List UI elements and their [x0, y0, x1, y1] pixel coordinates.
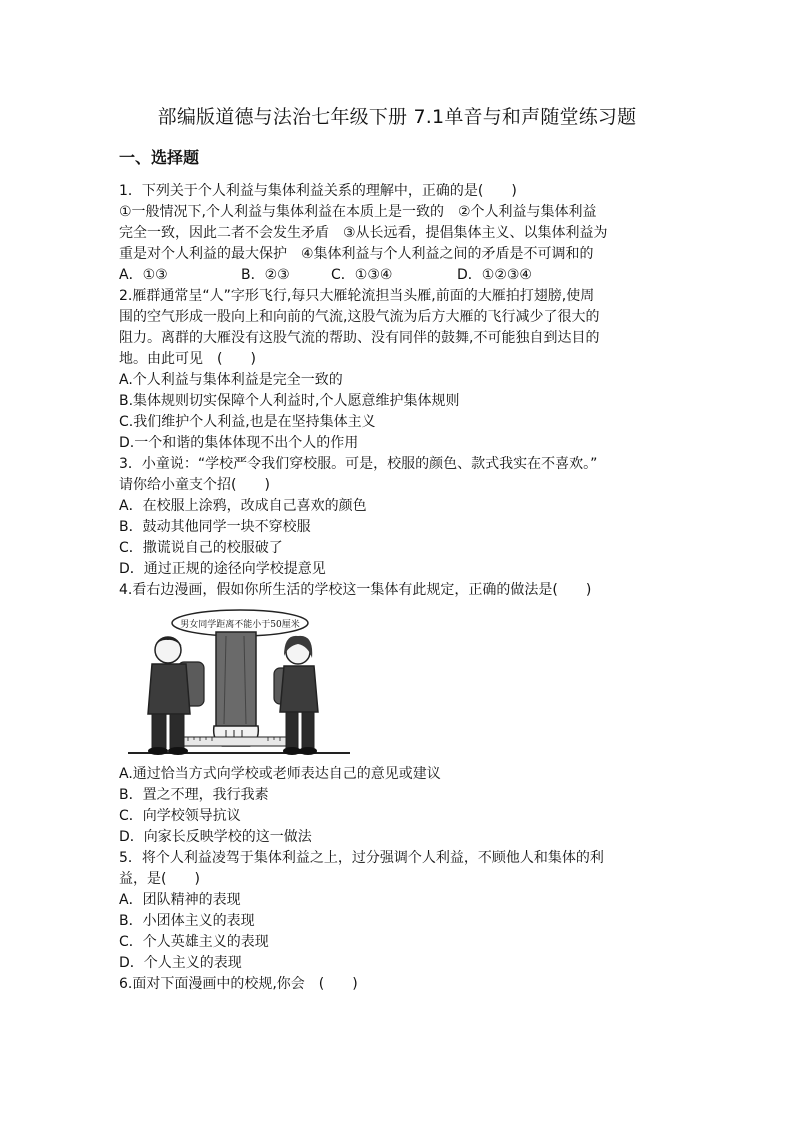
cartoon-illustration [128, 606, 350, 758]
question-3-stem-line: 请你给小童支个招( ) [119, 477, 270, 493]
question-2-option-a: A.个人利益与集体利益是完全一致的 [119, 372, 343, 388]
question-1-stem: 1．下列关于个人利益与集体利益关系的理解中，正确的是( ) [119, 183, 517, 199]
question-3-option-a: A．在校服上涂鸦，改成自己喜欢的颜色 [119, 498, 367, 514]
question-1-statement-line: 重是对个人利益的最大保护 ④集体利益与个人利益之间的矛盾是不可调和的 [119, 246, 594, 262]
question-2-stem-line: 阻力。离群的大雁没有这股气流的帮助、没有同伴的鼓舞,不可能独自到达目的 [119, 330, 600, 346]
question-4-option-d: D．向家长反映学校的这一做法 [119, 829, 312, 845]
question-3-option-c: C．撒谎说自己的校服破了 [119, 540, 283, 556]
question-4-stem: 4.看右边漫画，假如你所生活的学校这一集体有此规定，正确的做法是( ) [119, 582, 592, 598]
question-4-option-b: B．置之不理，我行我素 [119, 787, 269, 803]
cartoon-caption: 男女同学距离不能小于50厘米 [180, 620, 300, 630]
question-4-option-a: A.通过恰当方式向学校或老师表达自己的意见或建议 [119, 766, 441, 782]
question-3-option-b: B．鼓动其他同学一块不穿校服 [119, 519, 311, 535]
question-5-stem-line: 益，是( ) [119, 871, 200, 887]
question-2-option-c: C.我们维护个人利益,也是在坚持集体主义 [119, 414, 376, 430]
page-title: 部编版道德与法治七年级下册 7.1单音与和声随堂练习题 [157, 106, 637, 128]
question-1-statement-line: 完全一致，因此二者不会发生矛盾 ③从长远看，提倡集体主义、以集体利益为 [119, 225, 608, 241]
question-2-stem-line: 2.雁群通常呈“人”字形飞行,每只大雁轮流担当头雁,前面的大雁拍打翅膀,使周 [119, 288, 595, 304]
option-d: D．①②③④ [457, 267, 532, 283]
question-2-option-b: B.集体规则切实保障个人利益时,个人愿意维护集体规则 [119, 393, 460, 409]
question-5-option-b: B．小团体主义的表现 [119, 913, 255, 929]
question-3-option-d: D．通过正规的途径向学校提意见 [119, 561, 326, 577]
option-c: C．①③④ [331, 267, 393, 283]
question-6-stem: 6.面对下面漫画中的校规,你会 ( ) [119, 976, 358, 992]
question-5-option-d: D．个人主义的表现 [119, 955, 242, 971]
question-3-stem-line: 3．小童说：“学校严令我们穿校服。可是，校服的颜色、款式我实在不喜欢。” [119, 456, 598, 472]
question-5-option-c: C．个人英雄主义的表现 [119, 934, 269, 950]
option-a: A．①③ [119, 267, 168, 283]
question-5-option-a: A．团队精神的表现 [119, 892, 241, 908]
question-2-option-d: D.一个和谐的集体体现不出个人的作用 [119, 435, 359, 451]
question-1-statement-line: ①一般情况下,个人利益与集体利益在本质上是一致的 ②个人利益与集体利益 [119, 204, 597, 220]
section-heading: 一、选择题 [119, 148, 200, 167]
question-2-stem-line: 围的空气形成一股向上和向前的气流,这股气流为后方大雁的飞行减少了很大的 [119, 309, 600, 325]
question-1-options [119, 265, 679, 285]
question-5-stem-line: 5．将个人利益凌驾于集体利益之上，过分强调个人利益，不顾他人和集体的利 [119, 850, 604, 866]
question-4-option-c: C．向学校领导抗议 [119, 808, 241, 824]
question-2-stem-line: 地。由此可见 ( ) [119, 351, 256, 367]
option-b: B．②③ [241, 267, 290, 283]
